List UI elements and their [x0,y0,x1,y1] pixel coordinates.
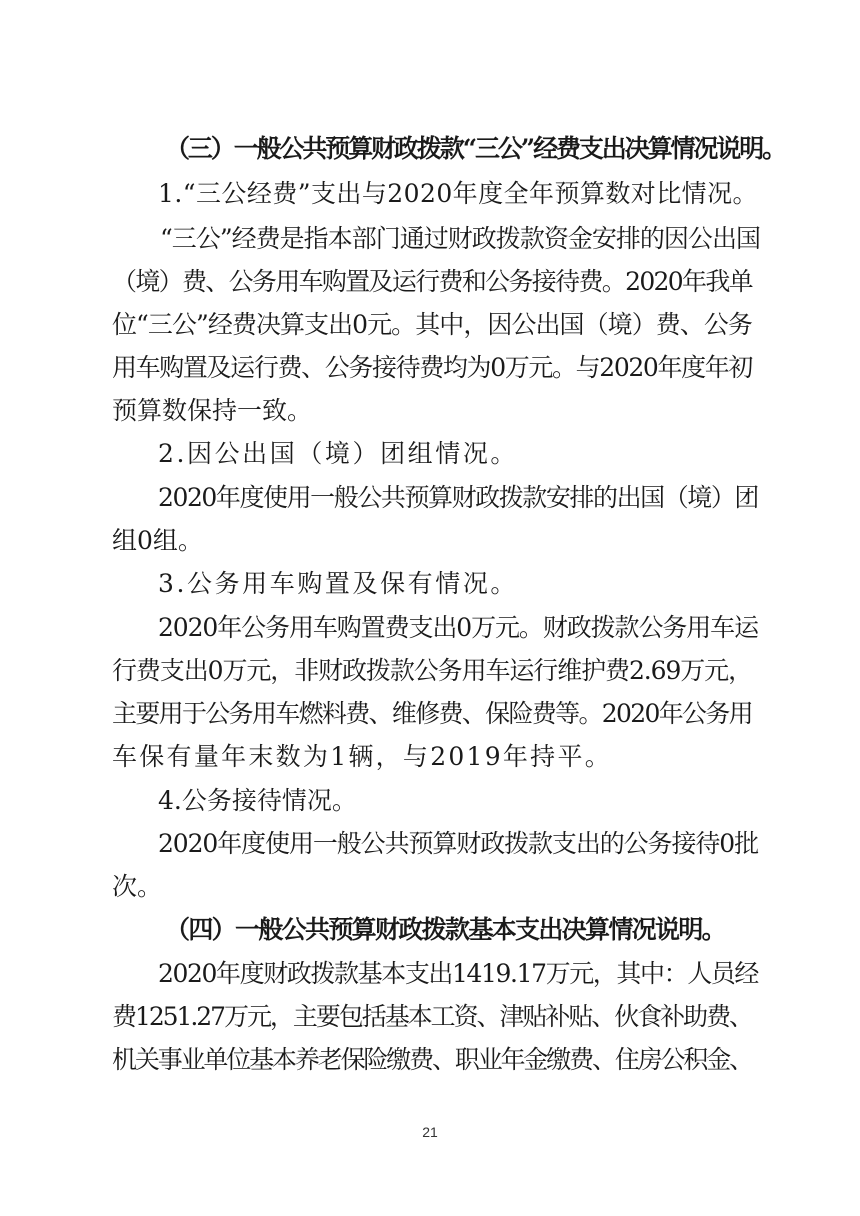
paragraph-line: 用车购置及运行费、公务接待费均为0万元。与2020年度年初 [112,353,752,382]
paragraph-line: 车保有量年末数为1辆，与2019年持平。 [112,742,612,771]
paragraph-line: 位“三公”经费决算支出0元。其中，因公出国（境）费、公务 [112,310,752,339]
paragraph-line: 预算数保持一致。 [112,396,313,425]
subheading-2: 2.因公出国（境）团组情况。 [158,439,518,468]
page-number: 21 [422,1124,438,1140]
subheading-1: 1.“三公经费”支出与2020年度全年预算数对比情况。 [158,179,758,208]
paragraph-line: 费1251.27万元，主要包括基本工资、津贴补贴、伙食补助费、 [112,1002,752,1031]
paragraph-line: 2020年度财政拨款基本支出1419.17万元，其中：人员经 [158,959,758,988]
paragraph-line: 次。 [112,872,163,901]
section-heading-four: （四）一般公共预算财政拨款基本支出决算情况说明。 [165,915,725,944]
paragraph-line: 机关事业单位基本养老保险缴费、职业年金缴费、住房公积金、 [112,1045,752,1074]
paragraph-line: 2020年度使用一般公共预算财政拨款安排的出国（境）团 [158,483,758,512]
paragraph-line: 2020年公务用车购置费支出0万元。财政拨款公务用车运 [158,613,758,642]
subheading-4: 4.公务接待情况。 [158,786,357,815]
paragraph-line: 主要用于公务用车燃料费、维修费、保险费等。2020年公务用 [112,699,752,728]
paragraph-line: 组0组。 [112,526,203,555]
section-heading-three: （三）一般公共预算财政拨款“三公”经费支出决算情况说明。 [165,134,785,163]
paragraph-line: （境）费、公务用车购置及运行费和公务接待费。2020年我单 [112,267,752,296]
paragraph-line: “三公”经费是指本部门通过财政拨款资金安排的因公出国 [160,224,760,253]
paragraph-line: 2020年度使用一般公共预算财政拨款支出的公务接待0批 [158,829,758,858]
paragraph-line: 行费支出0万元，非财政拨款公务用车运行维护费2.69万元， [112,656,752,685]
subheading-3: 3.公务用车购置及保有情况。 [158,569,518,598]
